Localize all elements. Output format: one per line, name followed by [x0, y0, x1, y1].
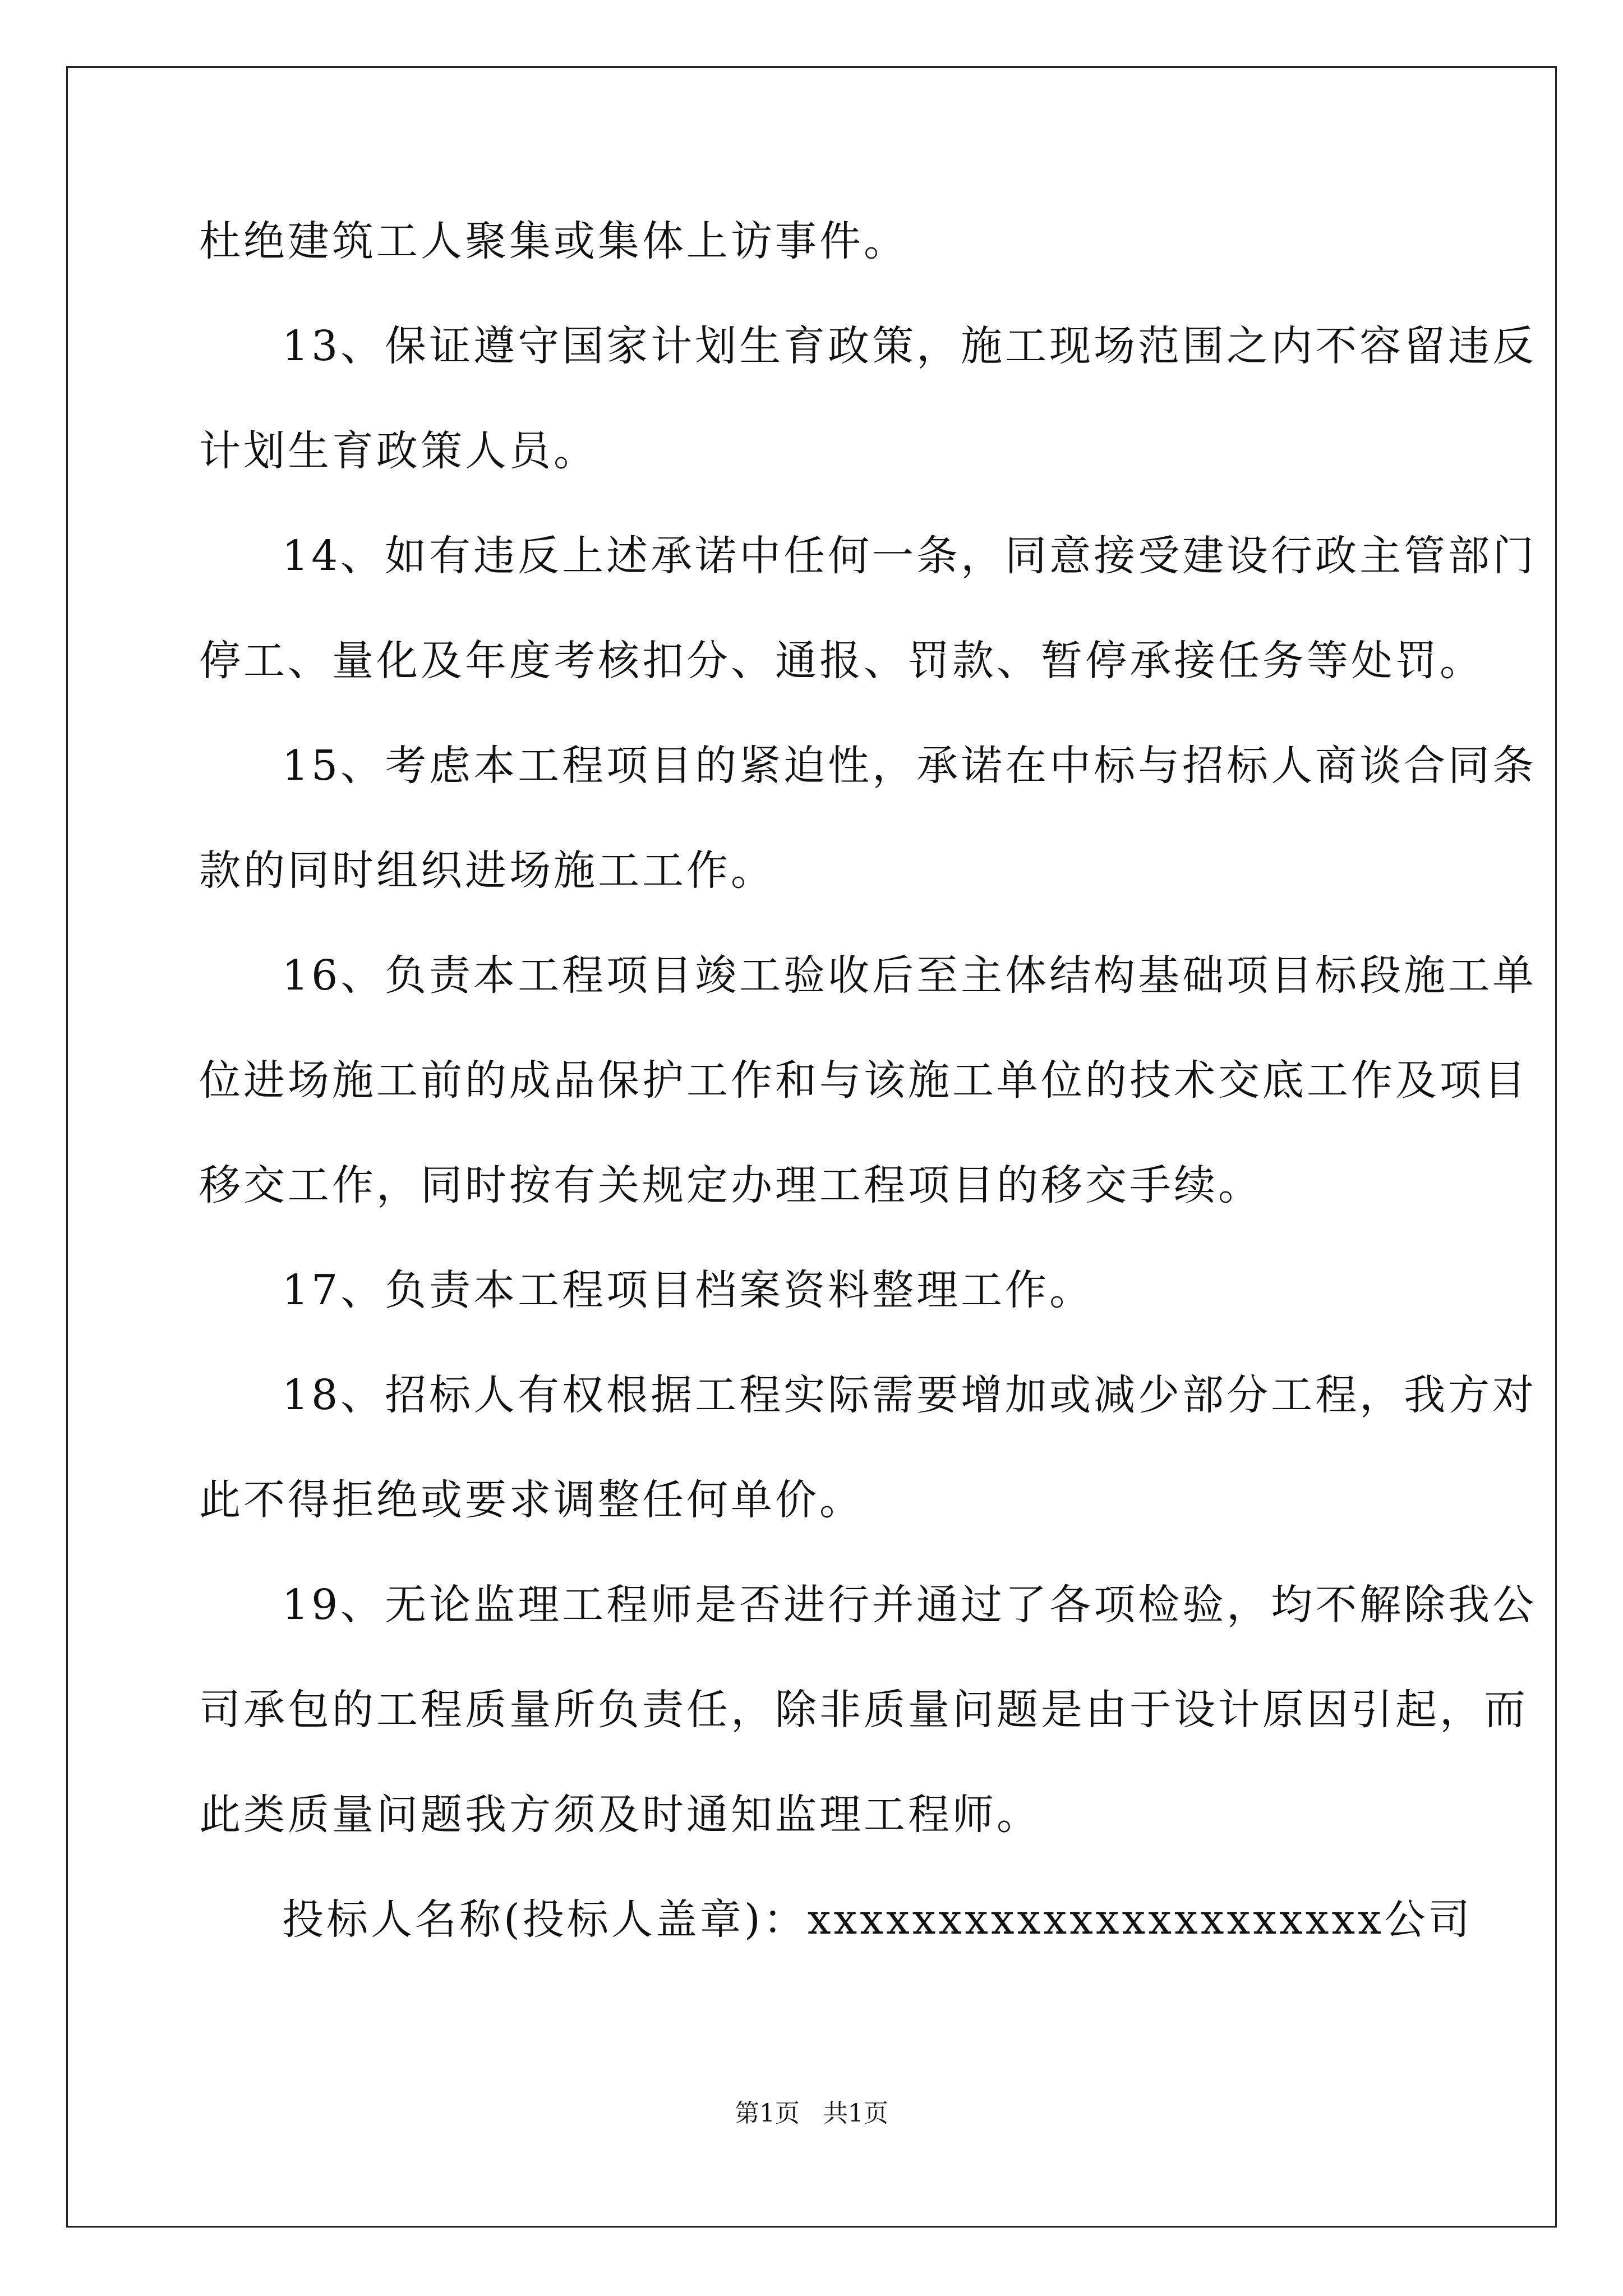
text-line: 计划生育政策人员。 [199, 427, 598, 475]
page-number-footer: 第1页 共1页 [735, 2099, 888, 2128]
text-line: 16、负责本工程项目竣工验收后至主体结构基础项目标段施工单 [282, 951, 1537, 1000]
text-line: 款的同时组织进场施工工作。 [199, 846, 775, 895]
text-line: 司承包的工程质量所负责任，除非质量问题是由于设计原因引起，而 [199, 1686, 1528, 1734]
text-line: 此不得拒绝或要求调整任何单价。 [199, 1476, 864, 1524]
text-line: 18、招标人有权根据工程实际需要增加或减少部分工程，我方对 [282, 1371, 1537, 1419]
text-line: 此类质量问题我方须及时通知监理工程师。 [199, 1791, 1041, 1839]
text-line: 15、考虑本工程项目的紧迫性，承诺在中标与招标人商谈合同条 [282, 742, 1537, 790]
text-line: 杜绝建筑工人聚集或集体上访事件。 [199, 217, 908, 265]
text-line: 投标人名称(投标人盖章)：xxxxxxxxxxxxxxxxxxxxxx公司 [282, 1895, 1473, 1944]
text-line: 13、保证遵守国家计划生育政策，施工现场范围之内不容留违反 [282, 322, 1537, 370]
text-line: 移交工作，同时按有关规定办理工程项目的移交手续。 [199, 1161, 1262, 1209]
text-line: 19、无论监理工程师是否进行并通过了各项检验，均不解除我公 [282, 1581, 1537, 1629]
text-line: 17、负责本工程项目档案资料整理工作。 [282, 1266, 1094, 1314]
text-line: 位进场施工前的成品保护工作和与该施工单位的技术交底工作及项目 [199, 1056, 1528, 1105]
text-line: 停工、量化及年度考核扣分、通报、罚款、暂停承接任务等处罚。 [199, 637, 1484, 685]
text-line: 14、如有违反上述承诺中任何一条，同意接受建设行政主管部门 [282, 532, 1537, 580]
